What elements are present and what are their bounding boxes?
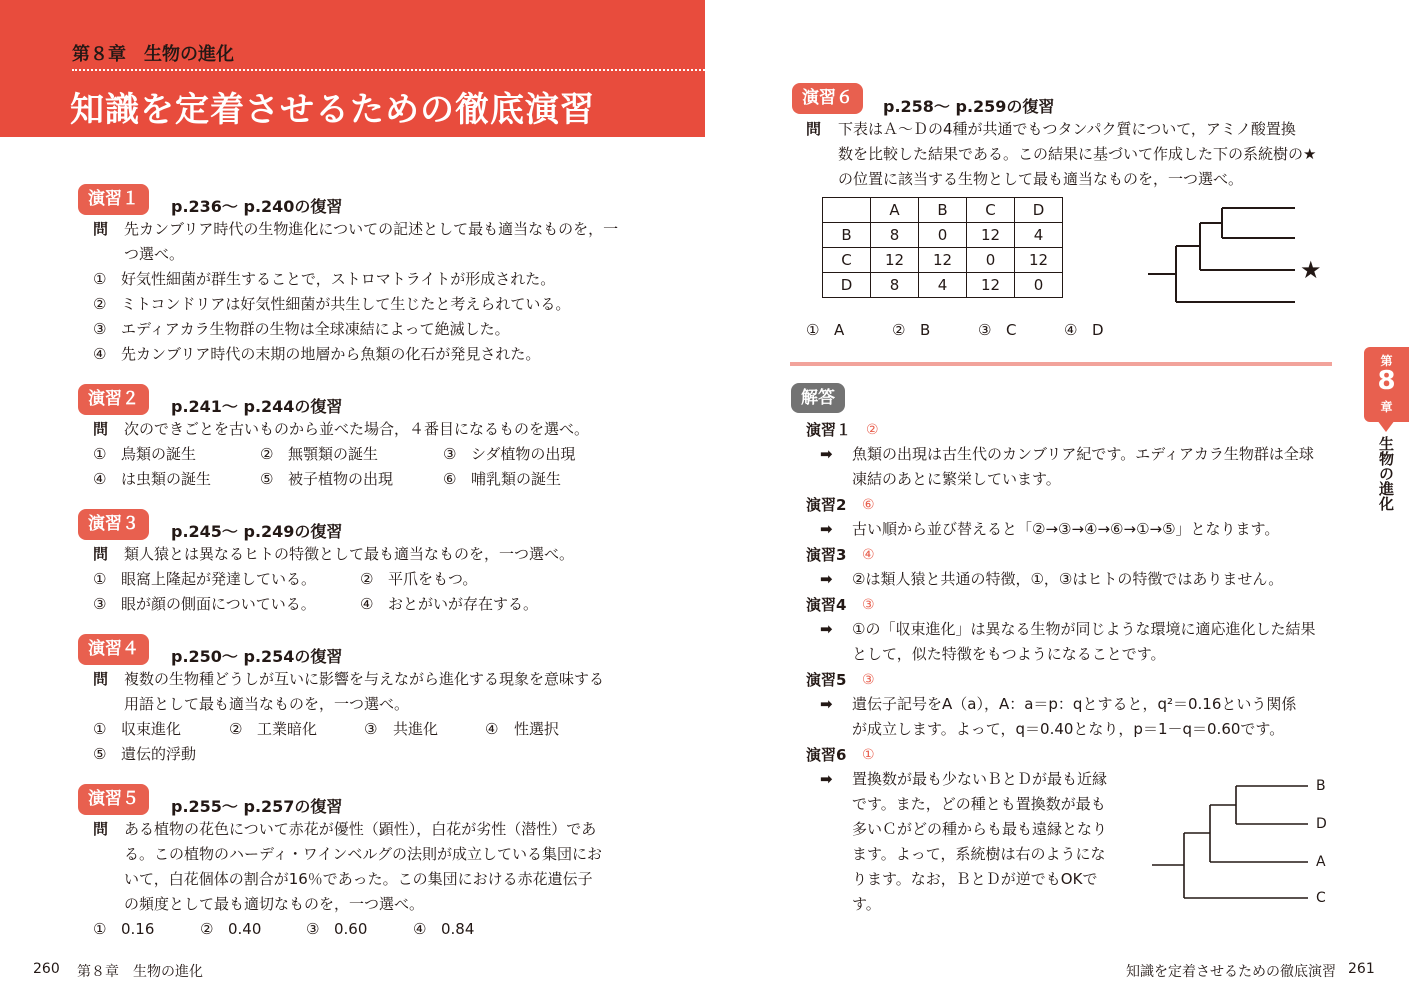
answer-label: 演習4 — [806, 596, 847, 614]
choice-num: ④ — [93, 345, 107, 363]
choice-num: ④ — [93, 470, 107, 488]
answer-phylogenetic-tree — [1148, 776, 1313, 906]
exercise-3-review: p.245～ p.249の復習 — [171, 522, 343, 541]
choice-num: ② — [93, 295, 107, 313]
choice-text: 無顎類の誕生 — [288, 445, 379, 463]
choice-num: ③ — [306, 920, 320, 938]
choice-num: ④ — [485, 720, 499, 738]
choice-num: ② — [229, 720, 243, 738]
arrow-icon: ➡ — [820, 770, 833, 788]
tree-label: A — [1316, 854, 1326, 870]
choice-text: D — [1092, 321, 1104, 339]
page-number-left: 260 — [33, 961, 60, 977]
answer-explanation: 多いＣがどの種からも最も遠縁となり — [852, 820, 1108, 838]
exercise-4-review: p.250～ p.254の復習 — [171, 647, 343, 666]
exercise-5-review: p.255～ p.257の復習 — [171, 797, 343, 816]
table-cell: 12 — [871, 248, 919, 273]
choice-text: 平爪をもつ。 — [388, 570, 478, 588]
answer-explanation: ①の「収束進化」は異なる生物が同じような環境に適応進化した結果 — [852, 620, 1316, 638]
arrow-icon: ➡ — [820, 520, 833, 538]
choice-num: ① — [93, 570, 107, 588]
choice-text: 共進化 — [393, 720, 439, 738]
answer-label: 演習１ — [806, 421, 852, 439]
table-row — [823, 223, 1063, 248]
answer-explanation: ②は類人猿と共通の特徴，①，③はヒトの特徴ではありません。 — [852, 570, 1284, 588]
table-cell: 8 — [871, 273, 919, 298]
choice-num: ⑤ — [93, 745, 107, 763]
table-cell: 12 — [919, 248, 967, 273]
question-line: 用語として最も適当なものを，一つ選べ。 — [124, 695, 410, 713]
table-cell: 0 — [919, 223, 967, 248]
table-cell: D — [1015, 198, 1063, 223]
table-cell: 4 — [1015, 223, 1063, 248]
question-mark: 問 — [93, 220, 109, 238]
table-cell: D — [823, 273, 871, 298]
table-cell: 8 — [871, 223, 919, 248]
answer-badge: 解答 — [791, 383, 845, 413]
exercise-4-badge: 演習４ — [78, 634, 149, 665]
answer-explanation: 凍結のあとに繁栄しています。 — [852, 470, 1061, 488]
answer-choice: ③ — [862, 672, 875, 688]
section-divider — [790, 362, 1332, 366]
question-line: 下表はＡ～Ｄの4種が共通でもつタンパク質について，アミノ酸置換 — [838, 120, 1296, 138]
choice-text: 0.84 — [441, 920, 475, 938]
answer-label: 演習6 — [806, 746, 847, 764]
answer-choice: ③ — [862, 597, 875, 613]
choice-text: 哺乳類の誕生 — [471, 470, 562, 488]
choice-text: 性選択 — [514, 720, 560, 738]
answer-label: 演習3 — [806, 546, 847, 564]
exercise-3-badge: 演習３ — [78, 509, 149, 540]
answer-explanation: として，似た特徴をもつようになることです。 — [852, 645, 1166, 663]
question-line: 数を比較した結果である。この結果に基づいて作成した下の系統樹の★ — [838, 145, 1317, 163]
table-cell: 12 — [967, 223, 1015, 248]
table-header-row — [823, 198, 1063, 223]
answer-label: 演習5 — [806, 671, 847, 689]
exercise-2-review: p.241～ p.244の復習 — [171, 397, 343, 416]
page-title: 知識を定着させるための徹底演習 — [70, 90, 595, 130]
table-row — [823, 248, 1063, 273]
question-line: ある植物の花色について赤花が優性（顕性），白花が劣性（潜性）であ — [124, 820, 597, 838]
choice-text: 眼窩上隆起が発達している。 — [121, 570, 317, 588]
question-line: 先カンブリア時代の生物進化についての記述として最も適当なものを，一 — [124, 220, 619, 238]
choice-text: A — [834, 321, 845, 339]
choice-num: ① — [93, 445, 107, 463]
table-cell: 12 — [1015, 248, 1063, 273]
choice-text: 工業暗化 — [257, 720, 318, 738]
answer-choice: ⑥ — [862, 497, 875, 513]
exercise-1-review: p.236～ p.240の復習 — [171, 197, 343, 216]
question-line: る。この植物のハーディ・ワインベルグの法則が成立している集団にお — [124, 845, 603, 863]
choice-num: ④ — [360, 595, 374, 613]
answer-choice: ① — [862, 747, 875, 763]
chapter-tab-pointer — [1377, 420, 1395, 432]
choice-num: ① — [93, 920, 107, 938]
question-line: の位置に該当する生物として最も適当なものを，一つ選べ。 — [838, 170, 1244, 188]
choice-text: 眼が顔の側面についている。 — [121, 595, 316, 613]
answer-label: 演習2 — [806, 496, 847, 514]
question-mark: 問 — [93, 670, 109, 688]
arrow-icon: ➡ — [820, 570, 833, 588]
answer-explanation: 遺伝子記号をA（a），A：a＝p：qとすると，q²＝0.16という関係 — [852, 695, 1297, 713]
choice-text: 0.60 — [334, 920, 368, 938]
arrow-icon: ➡ — [820, 620, 833, 638]
question-line: 類人猿とは異なるヒトの特徴として最も適当なものを，一つ選べ。 — [124, 545, 575, 563]
answer-explanation: です。また，どの種とも置換数が最も — [852, 795, 1106, 813]
chapter-tab-title: 生物の進化 — [1377, 436, 1395, 511]
choice-num: ② — [200, 920, 214, 938]
answer-explanation: 置換数が最も少ないＢとＤが最も近縁 — [852, 770, 1108, 788]
question-line: 複数の生物種どうしが互いに影響を与えながら進化する現象を意味する — [124, 670, 605, 688]
header-divider — [72, 69, 705, 71]
arrow-icon: ➡ — [820, 445, 833, 463]
page-number-right: 261 — [1348, 961, 1375, 977]
choice-text: 被子植物の出現 — [288, 470, 394, 488]
choice-text: 収束進化 — [121, 720, 182, 738]
choice-num: ① — [93, 270, 107, 288]
answer-explanation: が成立します。よって，q＝0.40となり，p＝1－q＝0.60です。 — [852, 720, 1285, 738]
chapter-tab-number: 8 — [1377, 366, 1396, 396]
table-cell: 4 — [919, 273, 967, 298]
tree-label: B — [1316, 778, 1326, 794]
question-line: の頻度として最も適切なものを，一つ選べ。 — [124, 895, 425, 913]
answer-explanation: 古い順から並び替えると「②→③→④→⑥→①→⑤」となります。 — [852, 520, 1280, 538]
choice-num: ③ — [443, 445, 457, 463]
choice-text: 好気性細菌が群生することで，ストロマトライトが形成された。 — [121, 270, 556, 288]
choice-text: 鳥類の誕生 — [121, 445, 197, 463]
footer-title: 知識を定着させるための徹底演習 — [1126, 964, 1336, 980]
answer-explanation: す。 — [852, 895, 881, 913]
answer-explanation: ます。よって，系統樹は右のようにな — [852, 845, 1106, 863]
question-line: 次のできごとを古いものから並べた場合，４番目になるものを選べ。 — [124, 420, 590, 438]
choice-num: ③ — [93, 320, 107, 338]
choice-num: ③ — [93, 595, 107, 613]
table-cell: B — [919, 198, 967, 223]
chapter-heading: 第８章 生物の進化 — [72, 44, 234, 65]
choice-num: ① — [93, 720, 107, 738]
exercise-2-badge: 演習２ — [78, 384, 149, 415]
arrow-icon: ➡ — [820, 695, 833, 713]
table-cell: C — [823, 248, 871, 273]
choice-num: ⑤ — [260, 470, 274, 488]
choice-text: おとがいが存在する。 — [388, 595, 539, 613]
table-cell: B — [823, 223, 871, 248]
table-cell: 0 — [967, 248, 1015, 273]
choice-num: ④ — [413, 920, 427, 938]
choice-num: ③ — [364, 720, 378, 738]
table-cell — [823, 198, 871, 223]
question-line: いて，白花個体の割合が16％であった。この集団における赤花遺伝子 — [124, 870, 593, 888]
exercise-6-review: p.258～ p.259の復習 — [883, 97, 1055, 116]
answer-choice: ② — [866, 422, 879, 438]
choice-text: 遺伝的浮動 — [121, 745, 197, 763]
choice-text: C — [1006, 321, 1017, 339]
question-line: つ選べ。 — [124, 245, 185, 263]
choice-num: ③ — [978, 321, 992, 339]
chapter-tab-bottom: 章 — [1380, 400, 1393, 414]
table-cell: C — [967, 198, 1015, 223]
answer-explanation: 魚類の出現は古生代のカンブリア紀です。エディアカラ生物群は全球 — [852, 445, 1314, 463]
choice-text: シダ植物の出現 — [471, 445, 576, 463]
choice-text: 先カンブリア時代の末期の地層から魚類の化石が発見された。 — [121, 345, 541, 363]
choice-num: ② — [360, 570, 374, 588]
footer-chapter: 第８章 生物の進化 — [77, 964, 203, 980]
choice-num: ② — [892, 321, 906, 339]
chapter-tab-top: 第 — [1380, 354, 1393, 368]
choice-text: エディアカラ生物群の生物は全球凍結によって絶滅した。 — [121, 320, 510, 338]
question-phylogenetic-tree — [1140, 198, 1340, 308]
answer-explanation: ります。なお，ＢとＤが逆でもOKで — [852, 870, 1098, 888]
choice-num: ⑥ — [443, 470, 457, 488]
table-cell: 0 — [1015, 273, 1063, 298]
choice-num: ④ — [1064, 321, 1078, 339]
table-cell: 12 — [967, 273, 1015, 298]
exercise-5-badge: 演習５ — [78, 784, 149, 815]
exercise-1-badge: 演習１ — [78, 184, 149, 215]
tree-label: D — [1316, 816, 1327, 832]
question-mark: 問 — [93, 420, 109, 438]
choice-text: ミトコンドリアは好気性細菌が共生して生じたと考えられている。 — [121, 295, 571, 313]
choice-num: ① — [806, 321, 820, 339]
choice-text: は虫類の誕生 — [121, 470, 212, 488]
choice-text: 0.16 — [121, 920, 155, 938]
tree-label: C — [1316, 890, 1326, 906]
question-mark: 問 — [93, 545, 109, 563]
choice-text: 0.40 — [228, 920, 262, 938]
star-marker: ★ — [1300, 256, 1322, 284]
table-row — [823, 273, 1063, 298]
table-cell: A — [871, 198, 919, 223]
answer-choice: ④ — [862, 547, 875, 563]
exercise-6-badge: 演習６ — [792, 83, 863, 114]
choice-num: ② — [260, 445, 274, 463]
question-mark: 問 — [806, 120, 822, 138]
choice-text: B — [920, 321, 931, 339]
amino-acid-table — [822, 197, 1063, 298]
question-mark: 問 — [93, 820, 109, 838]
